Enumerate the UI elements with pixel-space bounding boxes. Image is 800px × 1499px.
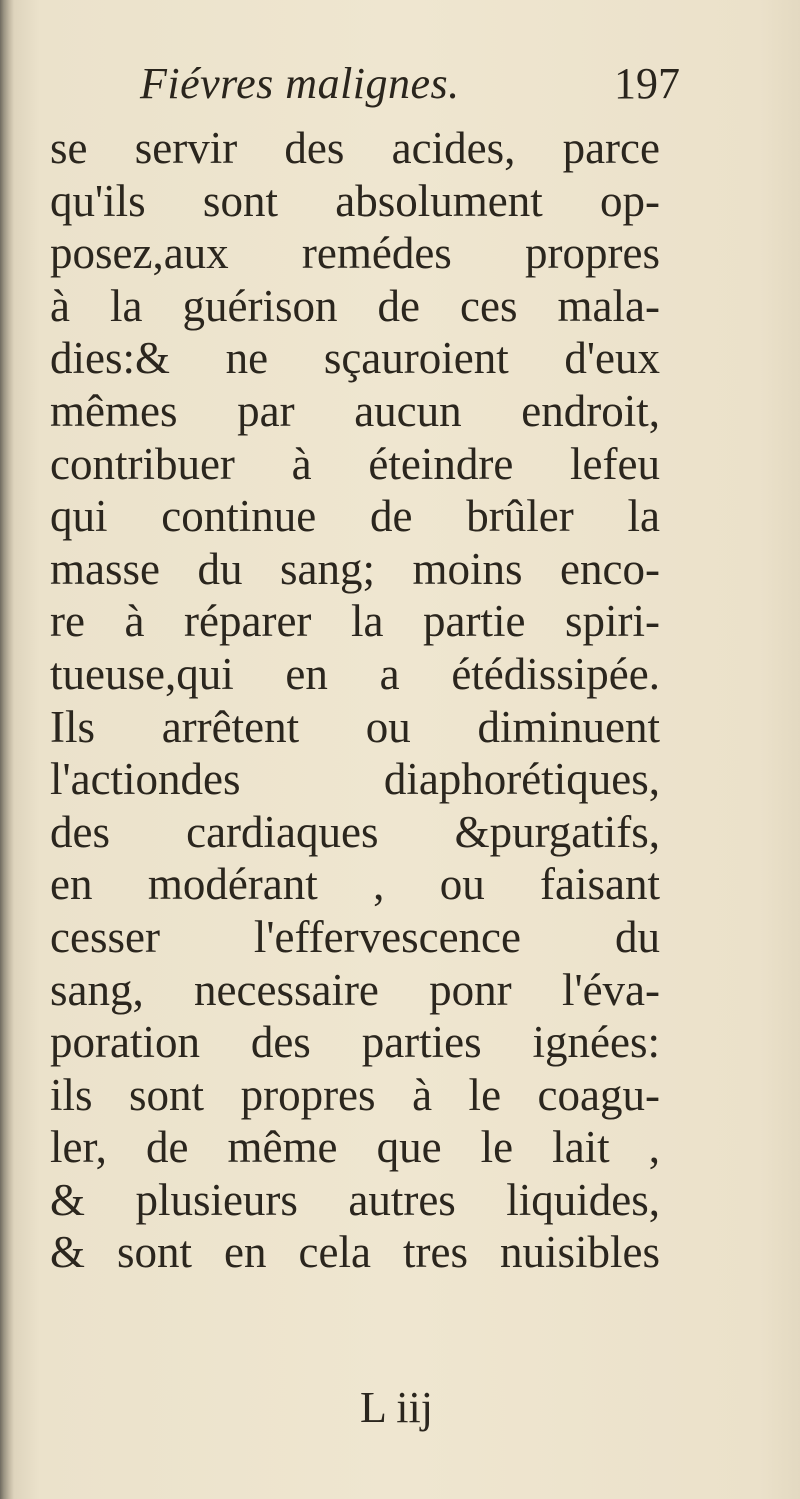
text-line: masse du sang; moins enco-	[50, 543, 660, 594]
text-line: à la guérison de ces mala-	[50, 280, 660, 331]
text-line: ler, de même que le lait ,	[50, 1122, 660, 1173]
text-line: & sont en cela tres nuisibles	[50, 1227, 660, 1278]
text-line: cesser l'effervescence du	[50, 911, 660, 962]
text-line: en modérant , ou faisant	[50, 859, 660, 910]
running-head	[140, 58, 680, 120]
signature-mark: L iij	[360, 1383, 433, 1432]
text-line: l'actiondes diaphorétiques,	[50, 754, 660, 805]
text-line: poration des parties ignées:	[50, 1017, 660, 1068]
text-line: tueuse,qui en a étédissipée.	[50, 648, 660, 699]
page-number: 197	[614, 59, 680, 108]
text-line: Ils arrêtent ou diminuent	[50, 701, 660, 752]
text-line: posez,aux remédes propres	[50, 228, 660, 279]
text-line: & plusieurs autres liquides,	[50, 1174, 660, 1225]
running-head-title: Fiévres malignes.	[140, 59, 460, 108]
text-line: contribuer à éteindre lefeu	[50, 438, 660, 489]
text-line: sang, necessaire ponr l'éva-	[50, 964, 660, 1015]
text-line: se servir des acides, parce	[50, 123, 660, 173]
text-line: qu'ils sont absolument op-	[50, 175, 660, 226]
text-line: des cardiaques &purgatifs,	[50, 806, 660, 857]
text-line: ils sont propres à le coagu-	[50, 1069, 660, 1120]
text-line: qui continue de brûler la	[50, 491, 660, 542]
text-line: mêmes par aucun endroit,	[50, 385, 660, 436]
body-text	[50, 122, 660, 1279]
page-gutter	[0, 0, 14, 1499]
text-line: dies:& ne sçauroient d'eux	[50, 333, 660, 384]
text-line: re à réparer la partie spiri-	[50, 596, 660, 647]
